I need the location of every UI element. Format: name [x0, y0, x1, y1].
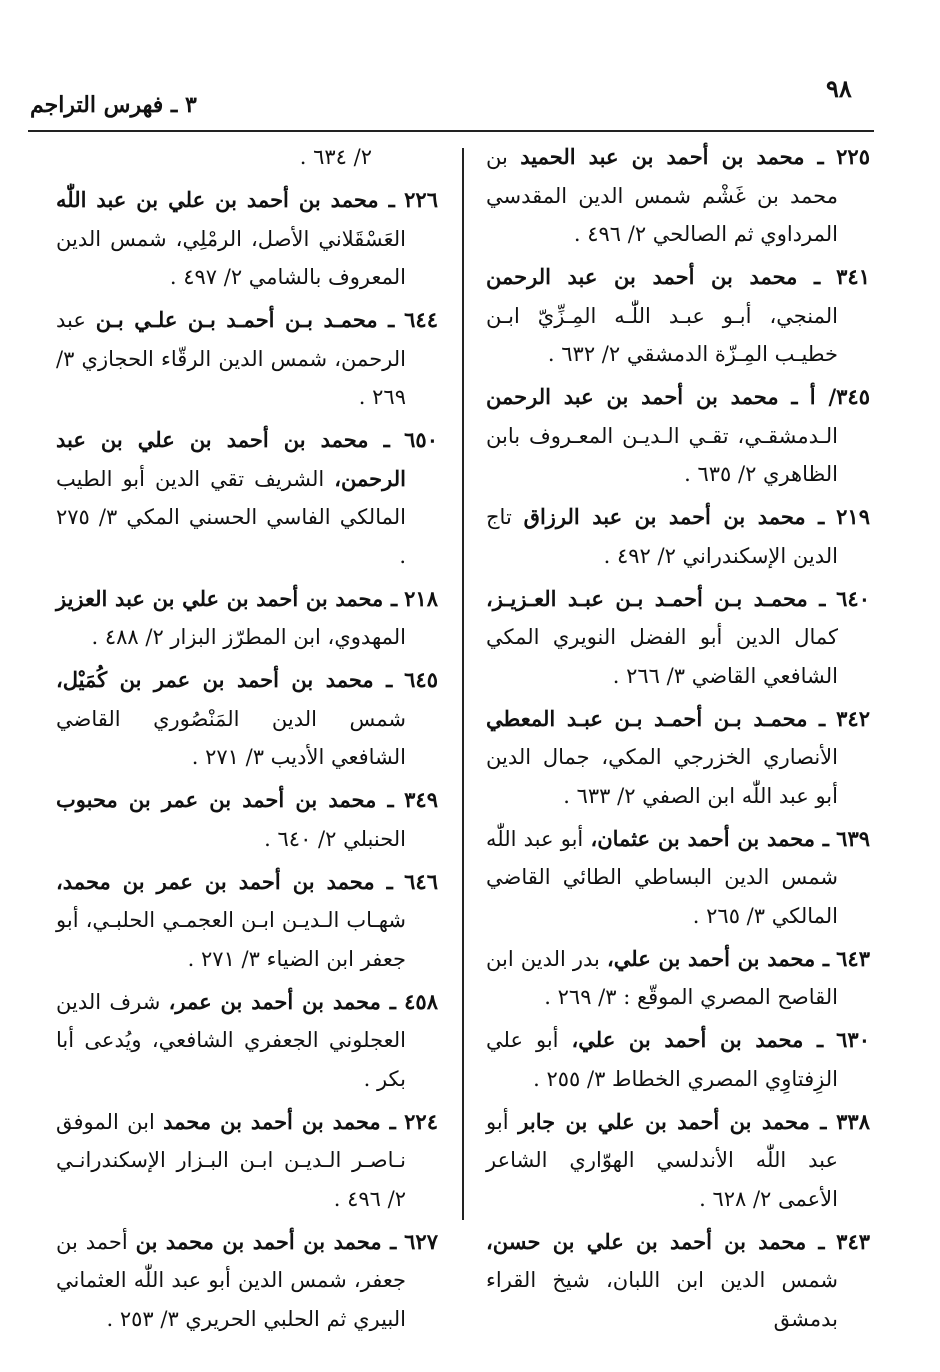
entry-details: العَسْقَلاني الأصل، الرمْلِي، شمس الدين المعروف بالشامي ٢/ ٤٩٧ .	[56, 226, 406, 289]
entry-name: ـ محمد بن أحمد بن عمر،	[168, 988, 396, 1014]
entry-details: الـدمشقـي، تقـي الـديـن المعـروف بابن الظاهري ٢/ ٦٣٥ .	[486, 423, 838, 486]
index-entry	[486, 498, 870, 575]
entry-details: شرف الدين العجلوني الجعفري الشافعي، ويُدعى أبا بكر .	[56, 989, 406, 1091]
entry-details: شمس الدين ابن اللبان، شيخ القراء بدمشق	[486, 1268, 838, 1331]
index-entry	[486, 1103, 870, 1219]
index-entry	[486, 258, 870, 374]
left-column	[56, 138, 438, 1343]
entry-number: ٣٤١	[836, 264, 870, 289]
entry-number: ٦٢٧	[404, 1228, 438, 1254]
entry-details: عبد الرحمن، شمس الدين الرقّاء الحجازي ٣/ ٢٦٩ .	[56, 308, 406, 409]
entry-name: ـ محمد بن أحمد بن عبد الحميد	[520, 144, 824, 169]
entry-number: ٦٥٠	[404, 427, 438, 452]
entry-name: ـ محمد بن أحمد بن محمد بن	[135, 1228, 397, 1254]
entry-name: ـ محمد بن أحمد بن علي بن عبد الرحمن،	[56, 427, 406, 491]
index-entry	[486, 1021, 870, 1098]
entry-name: ـ محمـد بـن أحمـد بـن عبـد المعطي	[486, 705, 826, 731]
index-entry	[486, 700, 870, 816]
entry-details: شهـاب الـديـن ابـن العجمـي الحلبـي، أبو جعفر ابن الضياء ٣/ ٢٧١ .	[56, 908, 406, 971]
entry-number: ٣٤٣	[836, 1228, 871, 1254]
entry-name: ـ محمد بن أحمد بن محمد	[163, 1108, 396, 1134]
entry-name: ـ محمـد بـن أحمـد بـن عبـد العـزيـز،	[486, 585, 826, 611]
index-entry	[56, 661, 438, 777]
entry-number: ٢١٩	[836, 504, 870, 529]
entry-details: تاج الدين الإسكندراني ٢/ ٤٩٢ .	[486, 505, 838, 568]
entry-number: ٦٤٤	[404, 307, 438, 332]
entry-number: ٣٣٨	[836, 1108, 870, 1134]
entry-details: أبو عبد اللّٰه الأندلسي الهوّاري الشاعر الأعمى ٢/ ٦٢٨ .	[486, 1109, 838, 1211]
entry-name: ـ محمد بن أحمد بن علي بن حسن،	[486, 1228, 825, 1254]
index-entry	[486, 378, 870, 494]
entry-name: ـ محمد بن أحمد بن علي بن عبد اللّٰه	[56, 187, 395, 212]
entry-details: شمس الدين المَنْصُوري القاضي الشافعي الأديب ٣/ ٢٧١ .	[56, 706, 406, 769]
entry-details: المنجي، أبـو عبـد اللّٰـه المِـزِّيّ ابـن خطيـب المِـزّة الدمشقي ٢/ ٦٣٢ .	[486, 303, 838, 366]
entry-number: ٦٤٦	[404, 868, 438, 894]
entry-number: ٦٤٣	[836, 945, 870, 971]
entry-name: ـ محمد بن أحمد بن عبد الرحمن	[486, 384, 798, 409]
entry-name: ـ محمد بن أحمد بن عمر بن محبوب	[56, 787, 394, 812]
entry-name: ـ محمد بن أحمد بن علي بن جابر	[518, 1108, 827, 1134]
entry-details: ابن الموفق نـاصـر الـديـن ابـن البـزار الإسكندرانـي ٢/ ٤٩٦ .	[56, 1109, 406, 1211]
entry-details: أبو عبد اللّٰه شمس الدين البساطي الطائي القاضي المالكي ٣/ ٢٦٥ .	[486, 826, 838, 928]
index-entry	[56, 1223, 438, 1339]
entry-number: ٣٤٩	[404, 787, 438, 812]
entry-name: ـ محمد بن أحمد بن عثمان،	[590, 825, 829, 851]
entry-details: الحنبلي ٢/ ٦٤٠ .	[264, 826, 406, 851]
entry-number: ٦٤٥	[404, 667, 438, 692]
index-entry	[56, 1103, 438, 1219]
entry-name: ـ محمد بن أحمد بن علي،	[606, 945, 830, 971]
entry-details: بن محمد بن غَشْم شمس الدين المقدسي المرداوي ثم الصالحي ٢/ ٤٩٦ .	[486, 145, 838, 246]
entry-name: ـ محمد بن أحمد بن عمر بن محمد،	[56, 868, 393, 894]
entry-number: ٢١٨	[404, 585, 438, 611]
entry-name: ـ محمـد بـن أحمـد بـن علـي بـن	[95, 307, 395, 332]
index-entry	[486, 580, 870, 696]
continued-entry: ٢/ ٦٣٤ .	[299, 145, 372, 169]
entry-details: الأنصاري الخزرجي المكي، جمال الدين أبو عبد اللّٰه ابن الصفي ٢/ ٦٣٣ .	[486, 745, 838, 808]
entry-name: ـ محمد بن أحمد بن عبد الرزاق	[523, 504, 825, 529]
entry-number: ٣٤٥/ أ	[809, 384, 870, 409]
entry-name: ـ محمد بن أحمد بن عمر بن كُمَيْل،	[56, 667, 393, 692]
index-entry	[56, 301, 438, 417]
entry-number: ٢٢٥	[836, 144, 870, 169]
entry-details: بدر الدين ابن القاصح المصري الموقّع : ٣/ ٢٦٩ .	[486, 946, 838, 1009]
entry-details: كمال الدين أبو الفضل النويري المكي الشافعي القاضي ٣/ ٢٦٦ .	[486, 625, 838, 688]
entry-name: ـ محمد بن أحمد بن علي،	[571, 1027, 824, 1052]
entry-details: المهدوي، ابن المطرّز البزار ٢/ ٤٨٨ .	[91, 625, 406, 649]
entry-number: ٦٣٩	[836, 825, 871, 851]
index-entry	[56, 580, 438, 657]
entry-details: أبو علي الزِفتاوِي المصري الخطاط ٣/ ٢٥٥ .	[486, 1028, 838, 1091]
index-entry	[486, 138, 870, 254]
index-entry	[56, 421, 438, 575]
entry-number: ٣٤٢	[836, 705, 870, 731]
header-rule	[28, 130, 874, 132]
right-column	[486, 138, 870, 1343]
running-head: ٣ ـ فهرس التراجم	[30, 92, 197, 118]
page-number: ٩٨	[826, 74, 852, 103]
entry-details: أحمد بن جعفر، شمس الدين أبو عبد اللّٰه العثماني البيري ثم الحلبي الحريري ٣/ ٢٥٣ .	[56, 1229, 406, 1331]
column-divider	[462, 148, 464, 1220]
entry-number: ٦٤٠	[836, 585, 870, 611]
entry-name: ـ محمد بن أحمد بن علي بن عبد العزيز	[56, 585, 398, 611]
index-entry	[56, 181, 438, 297]
index-entry	[56, 863, 438, 979]
index-entry	[486, 1223, 870, 1339]
entry-name: ـ محمد بن أحمد بن عبد الرحمن	[486, 264, 821, 289]
index-entry	[486, 820, 870, 936]
index-entry	[56, 781, 438, 858]
entry-number: ٢٢٦	[404, 187, 438, 212]
entry-number: ٤٥٨	[404, 988, 438, 1014]
index-entry	[486, 940, 870, 1017]
entry-number: ٦٣٠	[836, 1027, 870, 1052]
index-entry	[56, 983, 438, 1099]
entry-number: ٢٢٤	[404, 1108, 438, 1134]
entry-details: الشريف تقي الدين أبو الطيب المالكي الفاسي الحسني المكي ٣/ ٢٧٥ .	[56, 466, 406, 568]
